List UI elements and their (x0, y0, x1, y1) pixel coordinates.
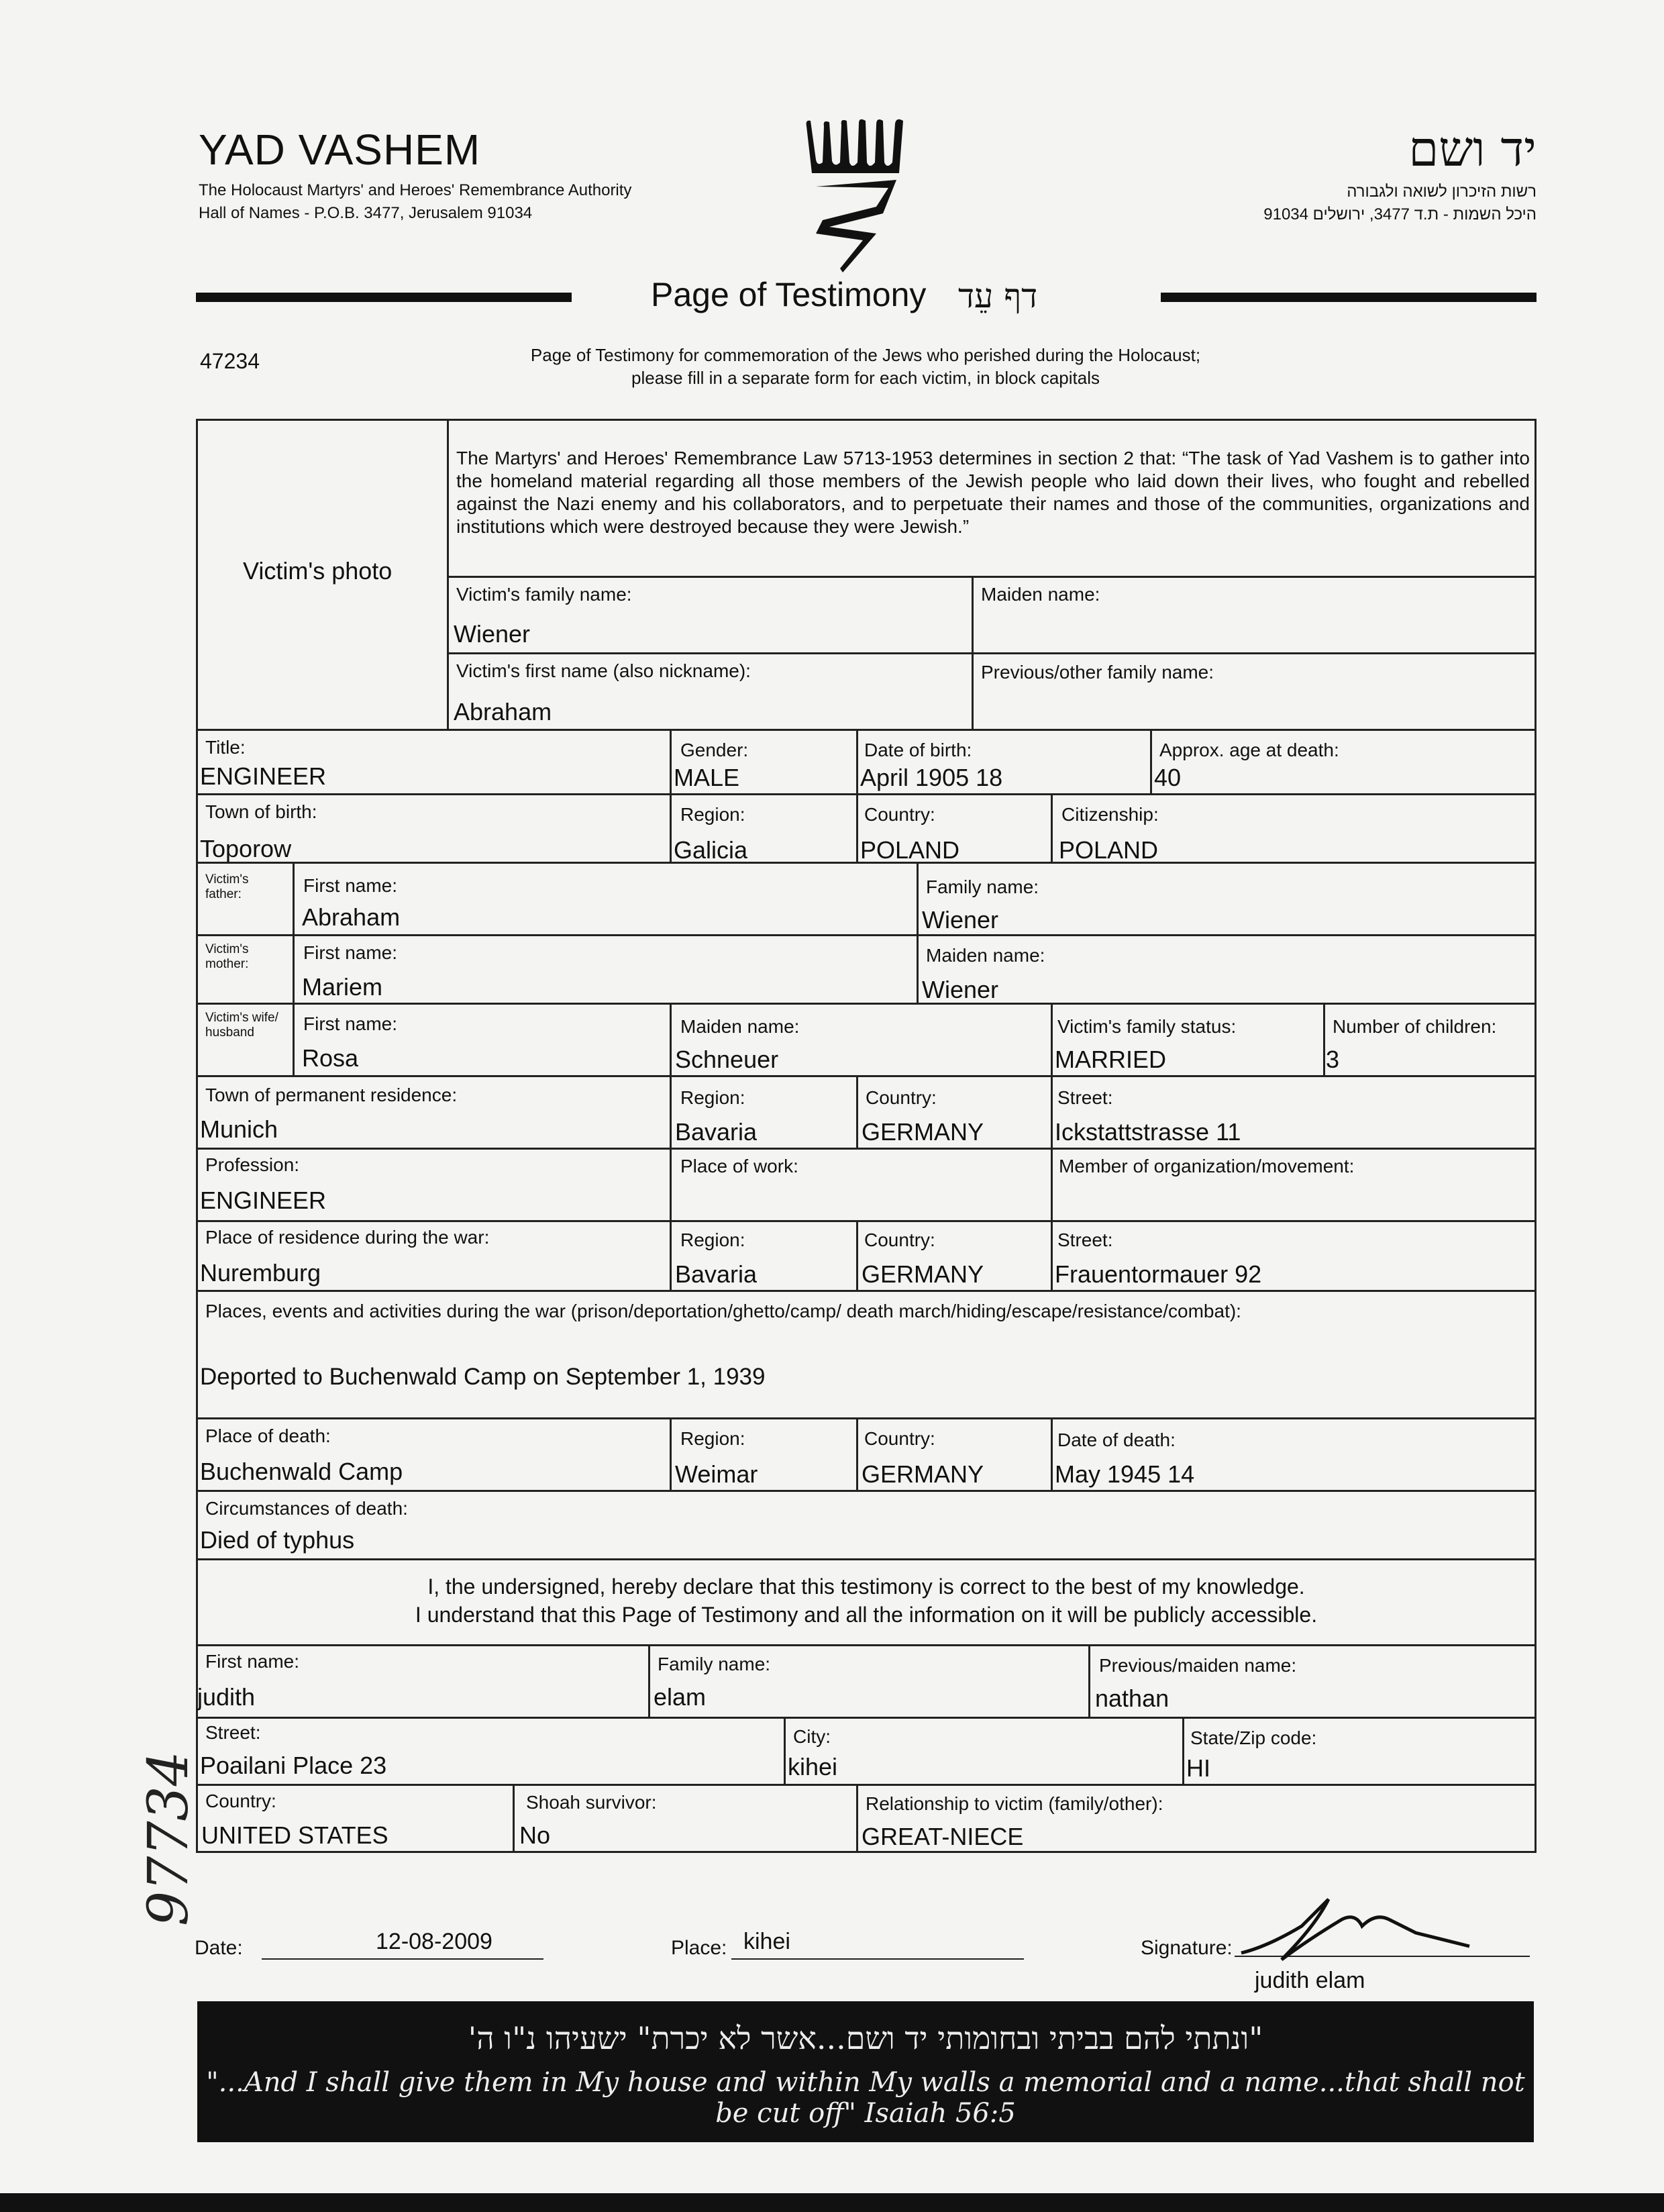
war-street-field[interactable]: Frauentormauer 92 (1055, 1260, 1262, 1288)
father-first-name-label: First name: (303, 875, 398, 896)
footer-quote-hebrew: "ונתתי להם בביתי ובחומותי יד ושם...אשר לא יכרת" ישעיהו נ"ו ה' (468, 2020, 1263, 2056)
org-address: Hall of Names - P.O.B. 3477, Jerusalem 91034 (199, 204, 533, 222)
signature-label: Signature: (1141, 1937, 1233, 1959)
children-count-label: Number of children: (1333, 1016, 1497, 1037)
family-name-label: Victim's family name: (456, 584, 632, 605)
org-address-hebrew: היכל השמות - ת.ד 3477, ירושלים 91034 (1263, 205, 1537, 223)
dob-label: Date of birth: (864, 740, 972, 760)
father-family-name-field[interactable]: Wiener (922, 906, 999, 934)
father-first-name-field[interactable]: Abraham (302, 903, 401, 931)
circumstances-label: Circumstances of death: (205, 1498, 408, 1519)
circumstances-field[interactable]: Died of typhus (200, 1526, 355, 1554)
war-street-label: Street: (1057, 1229, 1113, 1250)
header-rule-left (196, 293, 572, 302)
document-number: 47234 (200, 349, 260, 373)
gender-field[interactable]: MALE (674, 764, 740, 791)
page-title: Page of Testimony (651, 276, 927, 313)
family-status-label: Victim's family status: (1057, 1016, 1237, 1037)
father-side-label: Victim's father: (205, 872, 249, 901)
date-of-death-field[interactable]: May 1945 14 (1055, 1460, 1195, 1488)
dob-field[interactable]: April 1905 18 (860, 764, 1003, 791)
citizenship-field[interactable]: POLAND (1059, 836, 1159, 864)
profession-field[interactable]: ENGINEER (200, 1187, 327, 1214)
submitter-prev-name-label: Previous/maiden name: (1099, 1655, 1297, 1676)
shoah-survivor-field[interactable]: No (519, 1821, 551, 1849)
residence-region-field[interactable]: Bavaria (675, 1118, 758, 1146)
submitter-street-field[interactable]: Poailani Place 23 (200, 1752, 387, 1779)
residence-country-label: Country: (866, 1087, 937, 1108)
date-field[interactable]: 12-08-2009 (376, 1929, 492, 1954)
signature-scribble (1228, 1886, 1483, 1973)
war-country-field[interactable]: GERMANY (862, 1260, 984, 1288)
residence-street-label: Street: (1057, 1087, 1113, 1108)
death-region-label: Region: (680, 1428, 745, 1449)
declaration-line-1: I, the undersigned, hereby declare that this testimony is correct to the best of my knowledge. (427, 1574, 1305, 1599)
first-name-label: Victim's first name (also nickname): (456, 660, 751, 681)
organization-label: Member of organization/movement: (1059, 1156, 1355, 1176)
maiden-name-label: Maiden name: (981, 584, 1100, 605)
father-family-name-label: Family name: (926, 876, 1039, 897)
mother-first-name-label: First name: (303, 942, 398, 963)
birth-region-field[interactable]: Galicia (674, 836, 748, 864)
relationship-field[interactable]: GREAT-NIECE (862, 1823, 1024, 1850)
birth-country-field[interactable]: POLAND (860, 836, 960, 864)
signature-name: judith elam (1255, 1968, 1365, 1993)
victim-photo-placeholder: Victim's photo (243, 557, 393, 585)
family-status-field[interactable]: MARRIED (1055, 1046, 1167, 1073)
intro-line-1: Page of Testimony for commemoration of the Jews who perished during the Holocaust; (530, 345, 1201, 365)
birth-country-label: Country: (864, 804, 935, 825)
war-events-label: Places, events and activities during the war (prison/deportation/ghetto/camp/ death march/hiding/escape/resistance/combat): (205, 1301, 1241, 1321)
spouse-maiden-name-label: Maiden name: (680, 1016, 800, 1037)
gender-label: Gender: (680, 740, 749, 760)
org-name-hebrew: יד ושם (1408, 121, 1537, 177)
birth-region-label: Region: (680, 804, 745, 825)
war-country-label: Country: (864, 1229, 935, 1250)
scan-edge (0, 2193, 1664, 2212)
residence-street-field[interactable]: Ickstattstrasse 11 (1055, 1118, 1241, 1146)
spouse-first-name-field[interactable]: Rosa (302, 1044, 359, 1072)
spouse-maiden-name-field[interactable]: Schneuer (675, 1046, 779, 1073)
residence-town-field[interactable]: Munich (200, 1115, 278, 1143)
submitter-city-label: City: (793, 1726, 831, 1747)
submitter-street-label: Street: (205, 1722, 261, 1743)
death-region-field[interactable]: Weimar (675, 1460, 758, 1488)
family-name-field[interactable]: Wiener (454, 620, 531, 648)
submitter-first-name-field[interactable]: judith (197, 1683, 256, 1711)
spouse-first-name-label: First name: (303, 1013, 398, 1034)
place-field[interactable]: kihei (743, 1929, 790, 1954)
age-at-death-field[interactable]: 40 (1154, 764, 1182, 791)
birth-town-field[interactable]: Toporow (200, 835, 292, 862)
date-of-death-label: Date of death: (1057, 1429, 1176, 1450)
header-rule-right (1161, 293, 1537, 302)
submitter-family-name-label: Family name: (658, 1654, 771, 1674)
declaration-line-2: I understand that this Page of Testimony and all the information on it will be publicly accessible. (415, 1603, 1318, 1627)
mother-maiden-name-field[interactable]: Wiener (922, 976, 999, 1003)
birth-town-label: Town of birth: (205, 801, 317, 822)
submitter-state-field[interactable]: HI (1186, 1754, 1210, 1782)
mother-first-name-field[interactable]: Mariem (302, 973, 383, 1001)
submitter-city-field[interactable]: kihei (788, 1753, 838, 1780)
residence-region-label: Region: (680, 1087, 745, 1108)
org-name: YAD VASHEM (199, 125, 481, 174)
date-underline (262, 1958, 543, 1960)
death-country-field[interactable]: GERMANY (862, 1460, 984, 1488)
war-region-label: Region: (680, 1229, 745, 1250)
place-underline (731, 1958, 1024, 1960)
remembrance-law-text: The Martyrs' and Heroes' Remembrance Law 5713-1953 determines in section 2 that: “The task of Yad Vashem is to gather into the homeland material regarding all those members of the Jewish people who laid down their lives, who fought and rebelled against the Nazi enemy and his collaborators, and to perpetuate their names and those of the communities, organizations and institutions which were destroyed because they were Jewish.” (456, 448, 1530, 537)
yad-vashem-logo (802, 113, 910, 274)
war-residence-field[interactable]: Nuremburg (200, 1259, 321, 1287)
residence-country-field[interactable]: GERMANY (862, 1118, 984, 1146)
intro-line-2: please fill in a separate form for each victim, in block capitals (631, 368, 1100, 388)
prev-family-name-label: Previous/other family name: (981, 662, 1214, 683)
title-field[interactable]: ENGINEER (200, 762, 327, 790)
submitter-first-name-label: First name: (205, 1651, 300, 1672)
place-of-work-label: Place of work: (680, 1156, 798, 1176)
submitter-country-label: Country: (205, 1791, 276, 1811)
residence-town-label: Town of permanent residence: (205, 1085, 458, 1105)
place-of-death-field[interactable]: Buchenwald Camp (200, 1458, 403, 1485)
page-title-hebrew: דף עֵד (958, 276, 1038, 315)
age-at-death-label: Approx. age at death: (1159, 740, 1339, 760)
submitter-family-name-field[interactable]: elam (654, 1683, 707, 1711)
death-country-label: Country: (864, 1428, 935, 1449)
org-subtitle: The Holocaust Martyrs' and Heroes' Remembrance Authority (199, 181, 632, 199)
footer-quote-english: "...And I shall give them in My house and within My walls a memorial and a name...that shall not be cut off" Isaiah 56:5 (206, 2067, 1525, 2129)
submitter-prev-name-field[interactable]: nathan (1095, 1685, 1169, 1712)
place-label: Place: (671, 1937, 727, 1959)
mother-maiden-name-label: Maiden name: (926, 945, 1045, 966)
shoah-survivor-label: Shoah survivor: (526, 1792, 657, 1813)
place-of-death-label: Place of death: (205, 1425, 331, 1446)
war-region-field[interactable]: Bavaria (675, 1260, 758, 1288)
war-residence-label: Place of residence during the war: (205, 1227, 490, 1248)
org-subtitle-hebrew: רשות הזיכרון לשואה ולגבורה (1347, 183, 1537, 201)
first-name-field[interactable]: Abraham (454, 698, 552, 725)
title-label: Title: (205, 737, 246, 758)
relationship-label: Relationship to victim (family/other): (866, 1793, 1163, 1814)
spouse-side-label: Victim's wife/ husband (205, 1011, 278, 1040)
date-label: Date: (195, 1937, 243, 1959)
mother-side-label: Victim's mother: (205, 942, 249, 971)
citizenship-label: Citizenship: (1061, 804, 1159, 825)
profession-label: Profession: (205, 1154, 300, 1175)
submitter-country-field[interactable]: UNITED STATES (201, 1821, 388, 1849)
children-count-field[interactable]: 3 (1326, 1046, 1340, 1073)
war-events-field[interactable]: Deported to Buchenwald Camp on September 1, 1939 (200, 1364, 766, 1390)
submitter-state-label: State/Zip code: (1190, 1727, 1317, 1748)
handwritten-archive-number: 97734 (137, 1751, 201, 1926)
